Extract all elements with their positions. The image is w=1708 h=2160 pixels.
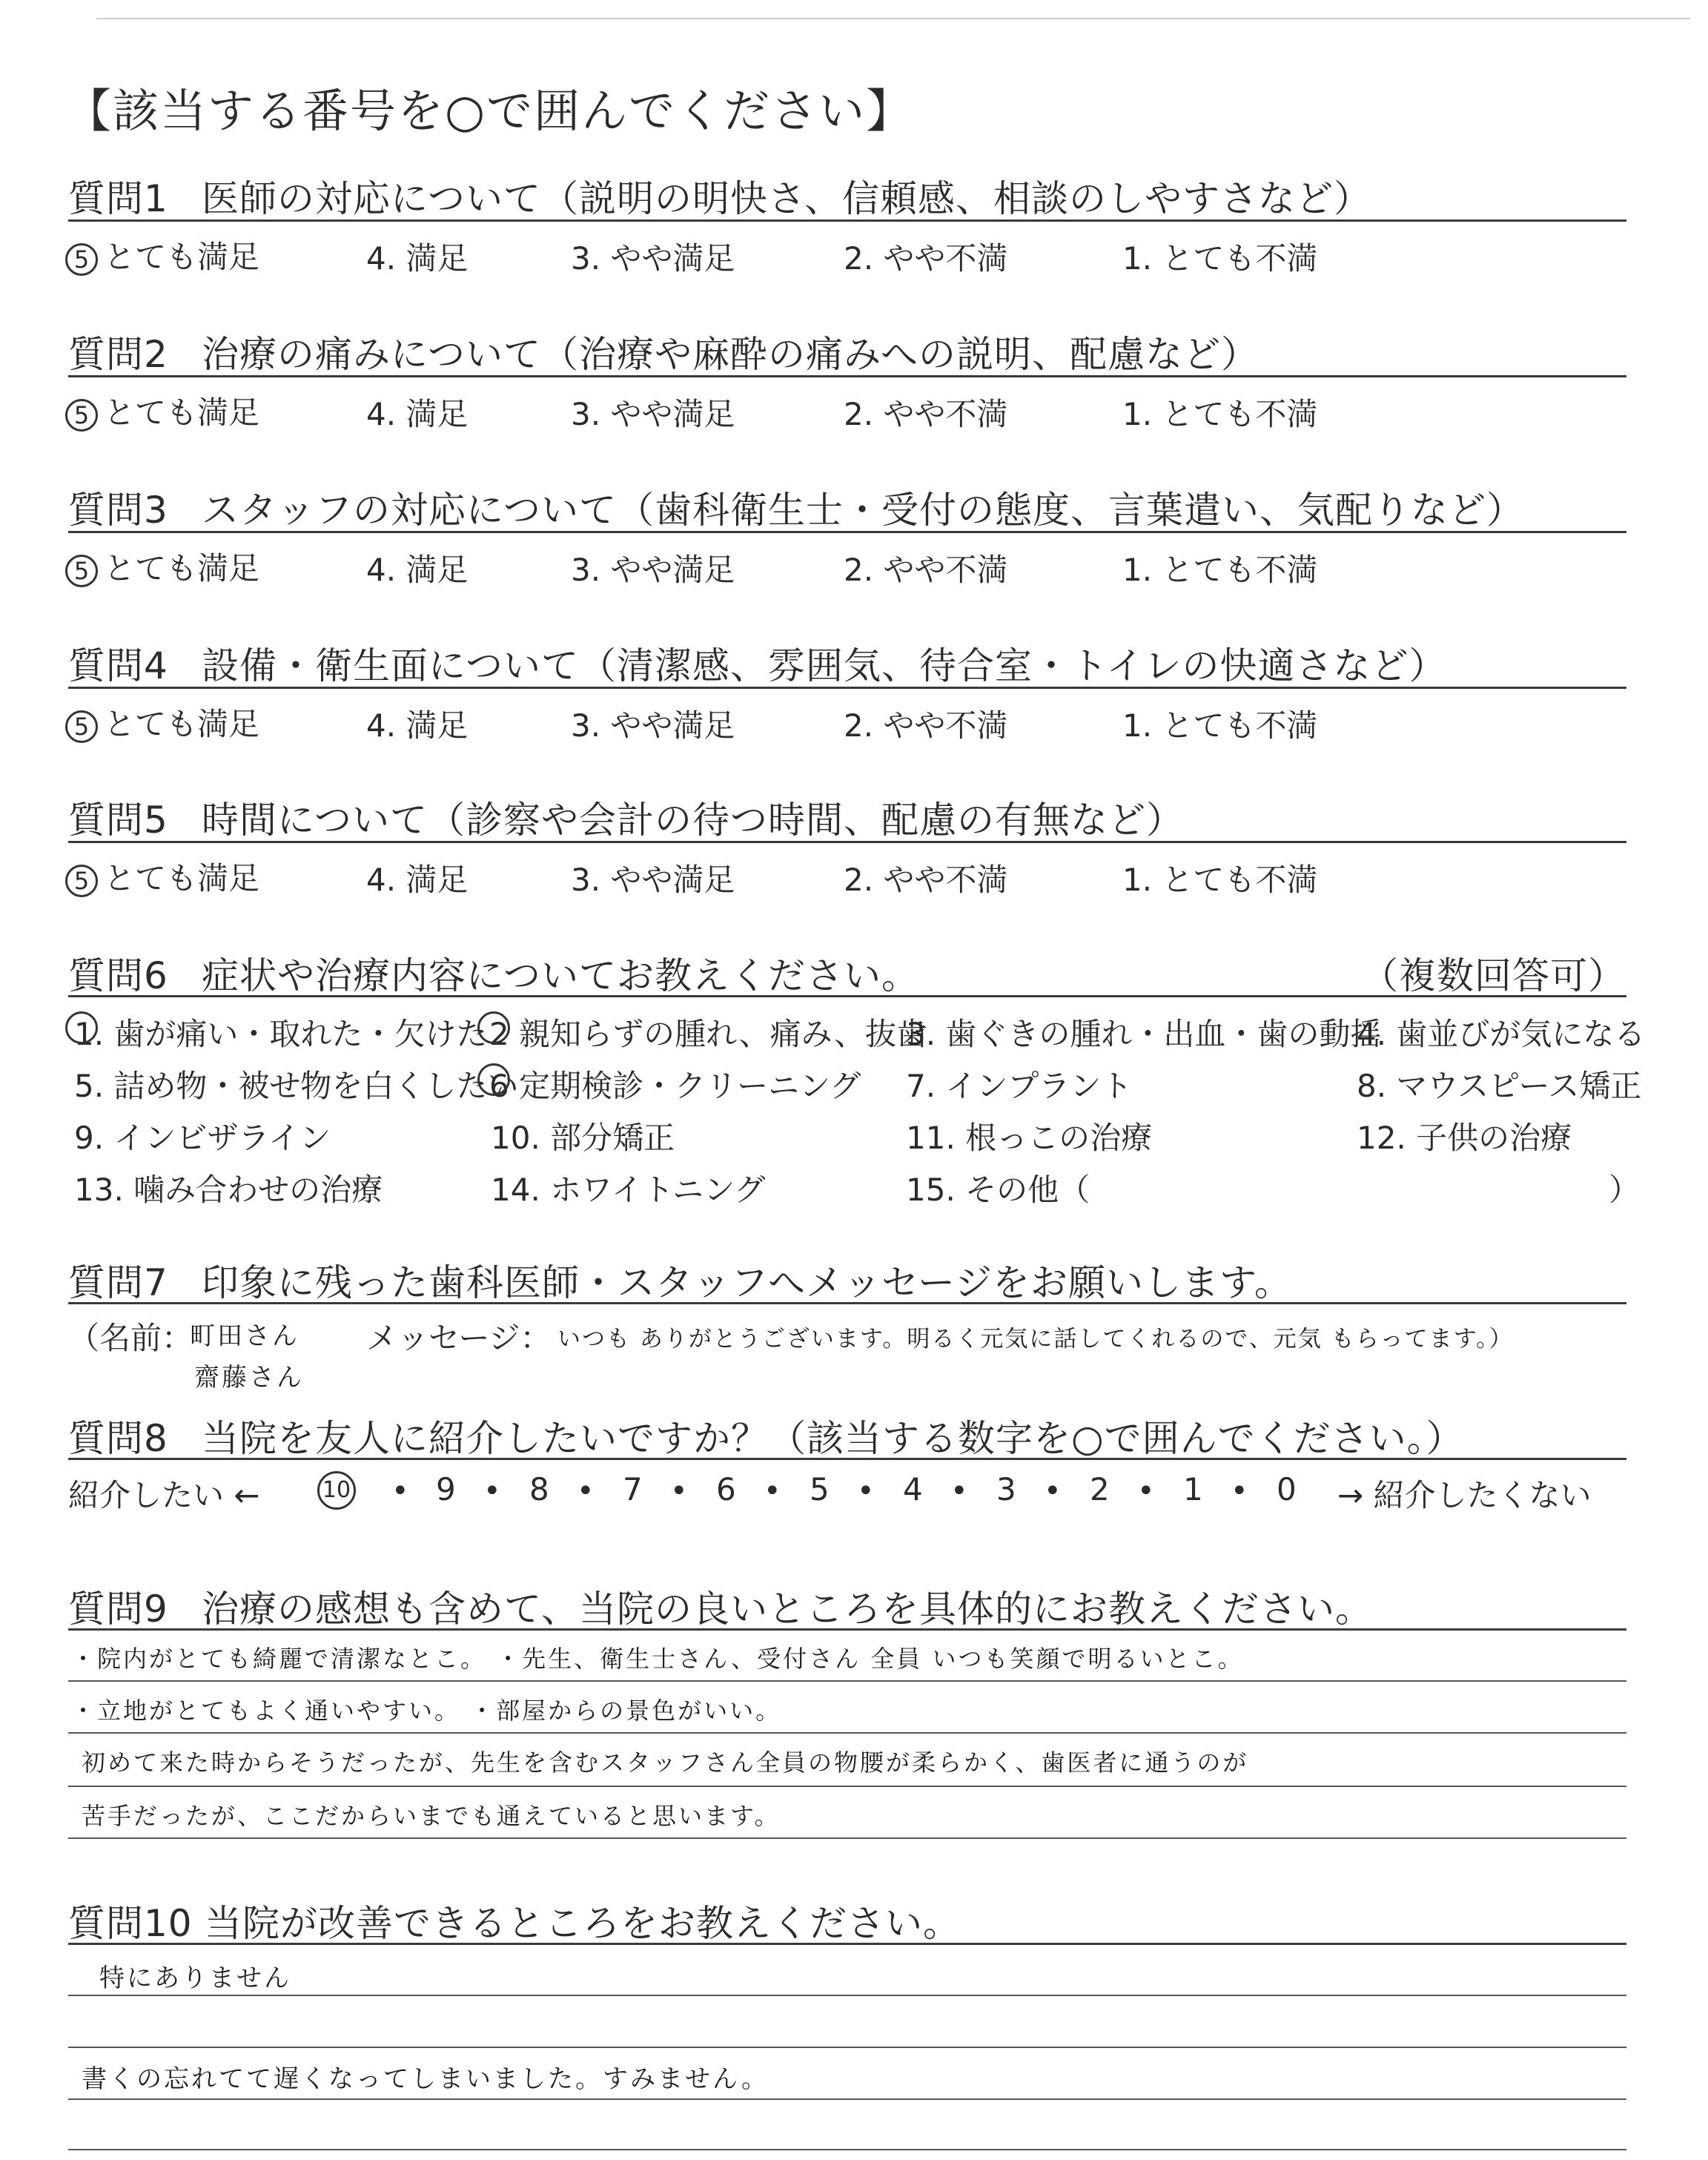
q5-option-5-selected[interactable]: 5 とても満足 xyxy=(65,854,259,899)
q5-text: 時間について（診察や会計の待つ時間、配慮の有無など） xyxy=(202,799,1184,842)
q8-dot: • xyxy=(1044,1474,1062,1508)
q8-score-2[interactable]: 2 xyxy=(1090,1471,1110,1507)
q5-option-4[interactable]: 4. 満足 xyxy=(366,862,469,898)
q8-dot: • xyxy=(857,1474,875,1508)
q6-item-10[interactable]: 10. 部分矯正 xyxy=(491,1120,675,1156)
q6-item-15-other[interactable]: 15. その他（ xyxy=(906,1172,1090,1208)
q8-dot: • xyxy=(483,1474,501,1508)
q8-score-3[interactable]: 3 xyxy=(996,1471,1016,1507)
q1-option-2[interactable]: 2. やや不満 xyxy=(844,240,1008,277)
q6-item-15-close-paren: ） xyxy=(1609,1172,1641,1208)
q3-option-2[interactable]: 2. やや不満 xyxy=(844,552,1008,588)
q3-rule xyxy=(68,531,1626,533)
q8-rule xyxy=(68,1458,1626,1460)
q1-option-5-selected[interactable]: 5 とても満足 xyxy=(65,233,259,277)
selection-circle: 5 xyxy=(65,555,98,587)
q8-dot: • xyxy=(670,1474,688,1508)
q6-label: 質問6 xyxy=(68,954,168,997)
q9-rule xyxy=(68,1628,1626,1631)
q3-text: スタッフの対応について（歯科衛生士・受付の態度、言葉遣い、気配りなど） xyxy=(202,489,1524,532)
q8-right-label: → 紹介したくない xyxy=(1337,1477,1592,1513)
selection-circle: 5 xyxy=(65,243,98,276)
q8-dot: • xyxy=(391,1474,409,1508)
q6-item-7[interactable]: 7. インプラント xyxy=(906,1068,1133,1104)
q9-answer-line-2: ・立地がとてもよく通いやすい。 ・部屋からの景色がいい。 xyxy=(71,1697,782,1725)
q5-rule xyxy=(68,841,1626,843)
q1-option-4[interactable]: 4. 満足 xyxy=(366,240,469,277)
q10-label: 質問10 xyxy=(68,1902,193,1945)
q8-text: 当院を友人に紹介したいですか？（該当する数字を○で囲んでください。） xyxy=(202,1417,1464,1460)
q4-option-1[interactable]: 1. とても不満 xyxy=(1122,707,1318,744)
q10-answer-rule xyxy=(68,2149,1626,2150)
q8-score-6[interactable]: 6 xyxy=(716,1471,736,1507)
q8-dot: • xyxy=(1231,1474,1248,1508)
q2-option-4[interactable]: 4. 満足 xyxy=(366,396,469,432)
q5-option-2[interactable]: 2. やや不満 xyxy=(844,862,1008,898)
q6-item-11[interactable]: 11. 根っこの治療 xyxy=(906,1120,1153,1156)
q9-answer-rule xyxy=(68,1732,1626,1734)
q9-answer-rule xyxy=(68,1837,1626,1839)
q1-rule xyxy=(68,219,1626,222)
q10-answer-rule xyxy=(68,2047,1626,2048)
q1-text: 医師の対応について（説明の明快さ、信頼感、相談のしやすさなど） xyxy=(202,177,1371,220)
q2-option-2[interactable]: 2. やや不満 xyxy=(844,396,1008,432)
selection-circle xyxy=(477,1063,510,1096)
q8-score-0[interactable]: 0 xyxy=(1277,1471,1297,1507)
q10-rule xyxy=(68,1943,1626,1945)
q6-note: （複数回答可） xyxy=(1361,954,1626,997)
q3-option-5-selected[interactable]: 5 とても満足 xyxy=(65,544,259,589)
q7-message-label: メッセージ： xyxy=(366,1320,552,1356)
q9-text: 治療の感想も含めて、当院の良いところを具体的にお教えください。 xyxy=(202,1588,1373,1631)
q6-item-4[interactable]: 4. 歯並びが気になる xyxy=(1357,1016,1646,1052)
q2-option-3[interactable]: 3. やや満足 xyxy=(571,396,735,432)
q6-item-1-selected[interactable]: 1. 歯が痛い・取れた・欠けた xyxy=(65,1010,487,1054)
q7-message: いつも ありがとうございます。明るく元気に話してくれるので、元気 もらってます。） xyxy=(557,1326,1514,1353)
q7-rule xyxy=(68,1302,1626,1304)
q6-item-8[interactable]: 8. マウスピース矯正 xyxy=(1357,1068,1642,1104)
q6-item-12[interactable]: 12. 子供の治療 xyxy=(1357,1120,1572,1156)
q10-text: 当院が改善できるところをお教えください。 xyxy=(205,1902,961,1945)
q4-option-5-selected[interactable]: 5 とても満足 xyxy=(65,700,259,744)
q8-dot: • xyxy=(950,1474,968,1508)
q4-option-3[interactable]: 3. やや満足 xyxy=(571,707,735,744)
selection-circle: 5 xyxy=(65,710,98,743)
q6-item-3[interactable]: 3. 歯ぐきの腫れ・出血・歯の動揺 xyxy=(906,1016,1382,1052)
q3-option-4[interactable]: 4. 満足 xyxy=(366,552,469,588)
q10-answer-rule xyxy=(68,1995,1626,1996)
q3-label: 質問3 xyxy=(68,489,168,532)
q10-answer-rule xyxy=(68,2098,1626,2100)
scan-top-edge xyxy=(96,18,1690,19)
q4-rule xyxy=(68,687,1626,689)
q8-score-8[interactable]: 8 xyxy=(529,1471,549,1507)
q6-item-14[interactable]: 14. ホワイトニング xyxy=(491,1172,766,1208)
q9-answer-line-3: 初めて来た時からそうだったが、先生を含むスタッフさん全員の物腰が柔らかく、歯医者に通うのが xyxy=(82,1748,1249,1777)
q4-option-4[interactable]: 4. 満足 xyxy=(366,707,469,744)
form-title: 【該当する番号を○で囲んでください】 xyxy=(65,84,914,138)
q10-answer-line-1: 特にありません xyxy=(99,1964,291,1993)
q9-answer-line-1: ・院内がとても綺麗で清潔なとこ。 ・先生、衛生士さん、受付さん 全員 いつも笑顔で明るいとこ。 xyxy=(71,1645,1244,1673)
q5-option-1[interactable]: 1. とても不満 xyxy=(1122,862,1318,898)
q2-option-1[interactable]: 1. とても不満 xyxy=(1122,396,1318,432)
q8-score-10-selected[interactable] xyxy=(317,1470,362,1510)
selection-circle: 5 xyxy=(65,865,98,897)
q1-label: 質問1 xyxy=(68,177,168,220)
q6-item-13[interactable]: 13. 噛み合わせの治療 xyxy=(74,1172,383,1208)
q7-name-label: （名前： xyxy=(68,1320,193,1356)
q7-name-2: 齋藤さん xyxy=(194,1363,304,1393)
q3-option-3[interactable]: 3. やや満足 xyxy=(571,552,735,588)
q6-item-2-selected[interactable]: 2 親知らずの腫れ、痛み、抜歯 xyxy=(480,1010,927,1054)
q8-score-7[interactable]: 7 xyxy=(623,1471,643,1507)
q8-label: 質問8 xyxy=(68,1417,168,1460)
q1-option-3[interactable]: 3. やや満足 xyxy=(571,240,735,277)
q4-label: 質問4 xyxy=(68,644,168,687)
q9-answer-rule xyxy=(68,1786,1626,1787)
q8-score-4[interactable]: 4 xyxy=(903,1471,923,1507)
selection-circle xyxy=(477,1011,510,1044)
q10-answer-line-2: 書くの忘れてて遅くなってしまいました。すみません。 xyxy=(82,2064,769,2094)
q9-label: 質問9 xyxy=(68,1588,168,1631)
q9-answer-line-4: 苦手だったが、ここだからいまでも通えていると思います。 xyxy=(82,1802,781,1830)
q5-option-3[interactable]: 3. やや満足 xyxy=(571,862,735,898)
q8-score-9[interactable]: 9 xyxy=(436,1471,456,1507)
q8-left-label: 紹介したい ← xyxy=(68,1477,260,1513)
q4-text: 設備・衛生面について（清潔感、雰囲気、待合室・トイレの快適さなど） xyxy=(202,644,1447,687)
q6-item-6-selected[interactable]: 6 定期検診・クリーニング xyxy=(480,1062,861,1106)
q4-option-2[interactable]: 2. やや不満 xyxy=(844,707,1008,744)
q9-answer-rule xyxy=(68,1680,1626,1682)
q7-text: 印象に残った歯科医師・スタッフへメッセージをお願いします。 xyxy=(202,1261,1292,1304)
q3-option-1[interactable]: 1. とても不満 xyxy=(1122,552,1318,588)
selection-circle: 5 xyxy=(65,399,98,432)
q2-text: 治療の痛みについて（治療や麻酔の痛みへの説明、配慮など） xyxy=(202,333,1259,376)
q6-item-5[interactable]: 5. 詰め物・被せ物を白くしたい xyxy=(74,1068,519,1104)
q6-item-9[interactable]: 9. インビザライン xyxy=(74,1120,331,1156)
q6-rule xyxy=(68,995,1626,997)
q2-rule xyxy=(68,375,1626,377)
selection-circle xyxy=(65,1011,98,1044)
q7-name-1: 町田さん xyxy=(190,1321,299,1351)
q8-score-5[interactable]: 5 xyxy=(810,1471,830,1507)
q8-score-1[interactable]: 1 xyxy=(1183,1471,1203,1507)
q7-label: 質問7 xyxy=(68,1261,168,1304)
q8-dot: • xyxy=(577,1474,595,1508)
q8-dot: • xyxy=(764,1474,781,1508)
q2-option-5-selected[interactable]: 5 とても満足 xyxy=(65,389,259,433)
q1-option-1[interactable]: 1. とても不満 xyxy=(1122,240,1318,277)
q8-dot: • xyxy=(1137,1474,1155,1508)
q2-label: 質問2 xyxy=(68,333,168,376)
selection-circle: 10 xyxy=(317,1471,356,1510)
q5-label: 質問5 xyxy=(68,799,168,842)
q6-text: 症状や治療内容についてお教えください。 xyxy=(202,954,919,997)
